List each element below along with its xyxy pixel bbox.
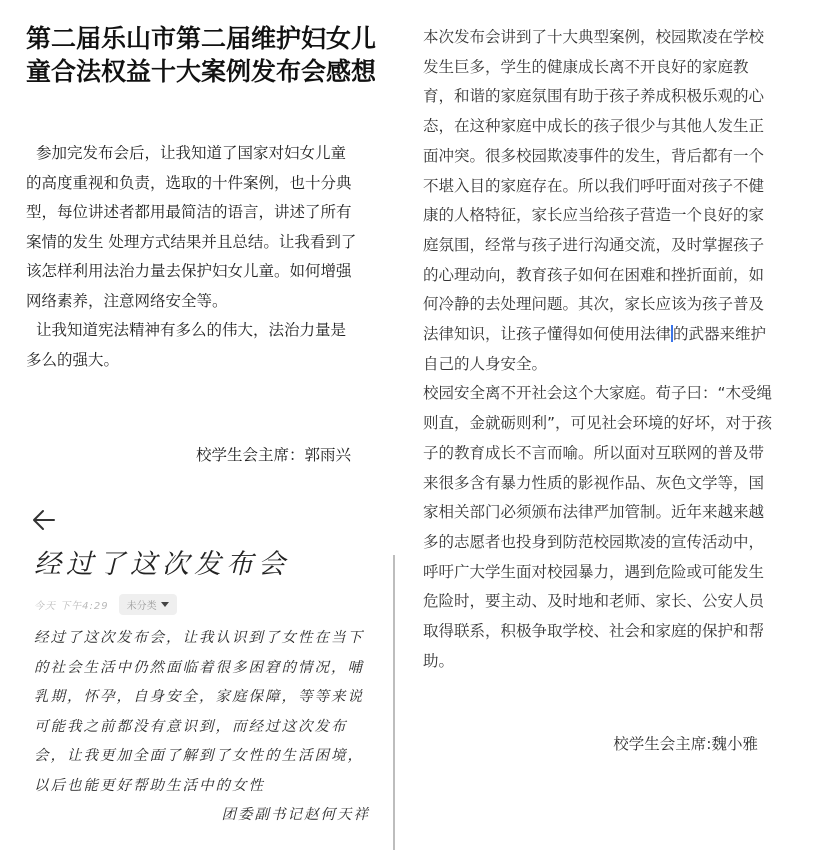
reflection-paragraph-2: 校园安全离不开社会这个大家庭。荀子曰：“木受绳则直，金就砺则利”，可见社会环境的好坏，对于孩子的教育成长不言而喻。所以面对互联网的普及带来很多含有暴力性质的影视作品、灰色文学等，国家相关部门必须颁布法律严加管制。近年来越来越多的志愿者也投身到防范校园欺凌的宣传活动中，呼吁广大学生面对校园暴力，遇到危险或可能发生危险时，要主动、及时地和老师、家长、公安人员取得联系，积极争取学校、社会和家庭的保护和帮助。 [423, 384, 773, 670]
note-body-text: 经过了这次发布会，让我认识到了女性在当下的社会生活中仍然面临着很多困窘的情况，哺乳期，怀孕，自身安全，家庭保障，等等来说可能我之前都没有意识到，而经过这次发布会，让我更加全面了解到了女性的生活困境，以后也能更好帮助生活中的女性 [34, 630, 364, 794]
folder-label: 未分类 [126, 600, 157, 612]
paragraph-1-end: 的武器来维护自己的人身安全。 [423, 325, 767, 373]
essay-paragraph-1: 参加完发布会后，让我知道了国家对妇女儿童的高度重视和负责，选取的十件案例，也十分典型，每位讲述者都用最简洁的语言，讲述了所有案情的发生 处理方式结果并且总结。让我看到了该怎样利用法治力量去保护妇女儿童。如何增强网络素养，注意网络安全等。 [26, 144, 357, 310]
note-title[interactable]: 经过了这次发布会 [34, 549, 290, 580]
reflection-signature: 校学生会主席:魏小雅 [613, 735, 758, 753]
scrollbar[interactable] [393, 555, 395, 850]
arrow-left-icon[interactable] [30, 506, 58, 534]
note-meta [34, 592, 177, 616]
reflection-body[interactable] [423, 23, 775, 676]
essay-signature-text: 校学生会主席：郭雨兴 [196, 446, 352, 464]
left-panel [0, 0, 397, 850]
note-timestamp: 今天 下午4:29 [34, 600, 109, 612]
paragraph-1-start: 本次发布会讲到了十大典型案例，校园欺凌在学校发生巨多，学生的健康成长离不开良好的家庭教育，和谐的家庭氛围有助于孩子养成积极乐观的心态，在这种家庭中成长的孩子很少与其他人发生正面冲突。很多校园欺凌事件的发生，背后都有一个不堪入目的家庭存在。所以我们呼吁面对孩子不健康的人格特征，家长应当给孩子营造一个良好的家庭氛围，经常与孩子进行沟通交流，及时掌握孩子的心理动向，教育孩子如何在困难和挫折面前，如何冷静的去处理问题。其次，家长应该为孩子普及法律知识，让孩子懂得如何使用法律 [423, 28, 765, 344]
folder-dropdown[interactable] [119, 594, 177, 615]
chevron-down-icon [161, 602, 169, 607]
essay-title: 第二届乐山市第二届维护妇女儿童合法权益十大案例发布会感想 [26, 24, 377, 86]
note-signature: 团委副书记赵何天祥 [221, 807, 370, 823]
note-body[interactable] [34, 624, 370, 831]
essay-paragraph-2: 让我知道宪法精神有多么的伟大，法治力量是多么的强大。 [26, 321, 347, 369]
essay-signature [26, 441, 356, 471]
reflection-paragraph-1 [423, 23, 775, 379]
essay-body [26, 139, 361, 375]
